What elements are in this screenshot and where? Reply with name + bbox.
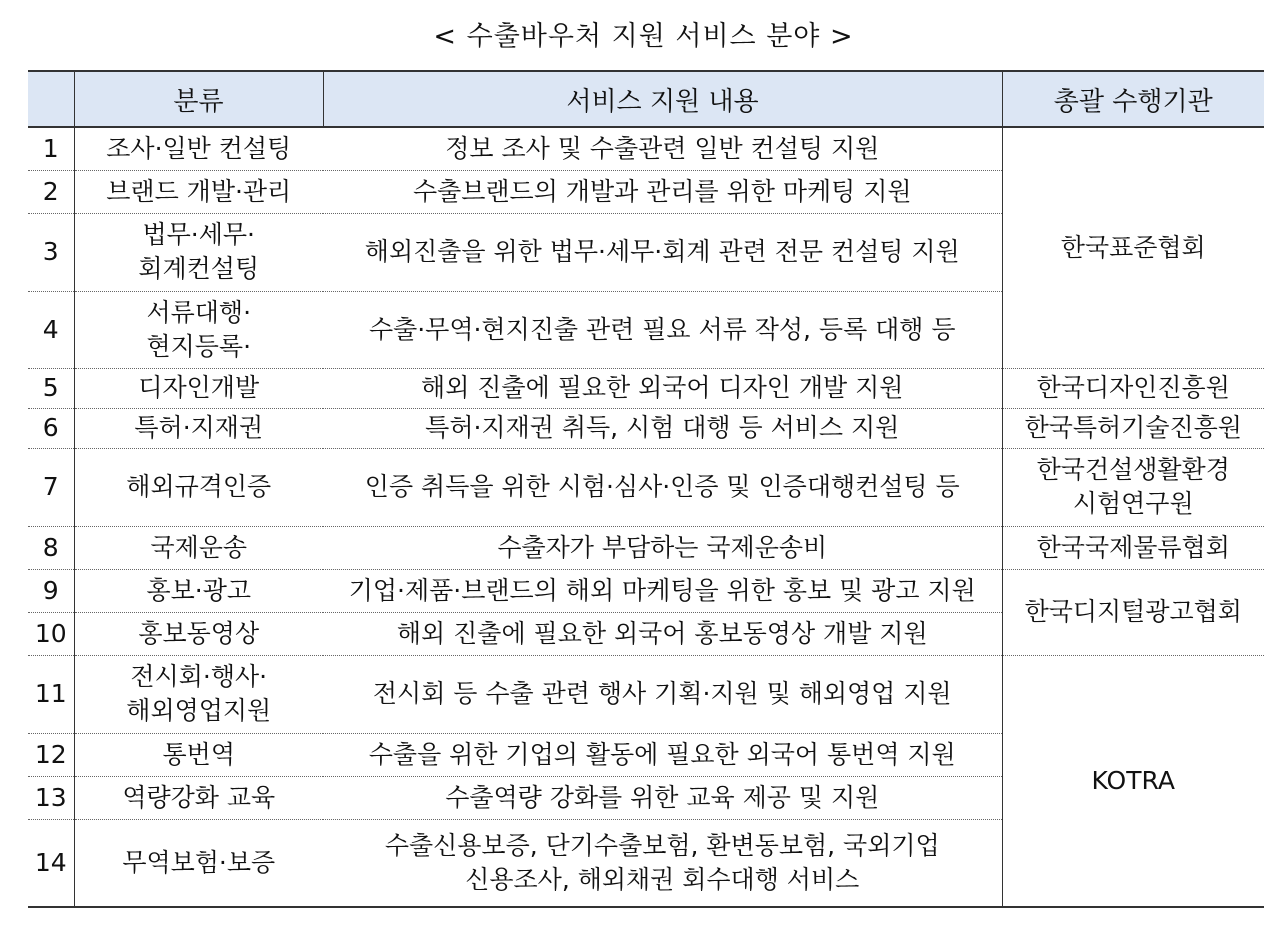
organization-text: 시험연구원 <box>1072 489 1194 518</box>
table-row <box>28 127 1264 170</box>
service-text: 수출을 위한 기업의 활동에 필요한 외국어 통번역 지원 <box>368 739 956 769</box>
row-number: 5 <box>28 368 74 408</box>
service-cell <box>323 776 1002 819</box>
service-cell <box>323 655 1002 733</box>
category-text: 역량강화 교육 <box>122 782 276 812</box>
service-cell <box>323 170 1002 213</box>
organization-cell <box>1002 569 1264 655</box>
organization-text: 한국디자인진흥원 <box>1036 373 1230 402</box>
organization-text: 한국특허기술진흥원 <box>1024 413 1242 442</box>
service-cell <box>323 819 1002 907</box>
row-number: 3 <box>28 213 74 291</box>
service-text: 정보 조사 및 수출관련 일반 컨설팅 지원 <box>445 133 880 163</box>
table-row <box>28 448 1264 526</box>
service-cell <box>323 408 1002 448</box>
table-row <box>28 408 1264 448</box>
service-text: 전시회 등 수출 관련 행사 기획·지원 및 해외영업 지원 <box>372 679 952 708</box>
category-text: 해외규격인증 <box>126 472 272 501</box>
row-number: 14 <box>28 819 74 907</box>
service-cell <box>323 733 1002 776</box>
service-text: 해외 진출에 필요한 외국어 홍보동영상 개발 지원 <box>396 618 928 648</box>
service-cell <box>323 569 1002 612</box>
service-cell <box>323 612 1002 655</box>
row-number: 12 <box>28 733 74 776</box>
category-text: 무역보험·보증 <box>122 847 276 877</box>
organization-text: 한국국제물류협회 <box>1036 532 1230 562</box>
row-number: 7 <box>28 448 74 526</box>
organization-cell <box>1002 655 1264 907</box>
row-number: 10 <box>28 612 74 655</box>
category-text: 디자인개발 <box>138 373 260 402</box>
category-text: 해외영업지원 <box>126 696 272 725</box>
header-organization: 총괄 수행기관 <box>1002 71 1264 127</box>
category-text: 브랜드 개발·관리 <box>106 176 292 206</box>
service-table <box>28 70 1264 908</box>
service-cell <box>323 213 1002 291</box>
service-text: 신용조사, 해외채권 회수대행 서비스 <box>465 864 860 894</box>
row-number: 9 <box>28 569 74 612</box>
category-text: 국제운송 <box>150 532 248 562</box>
category-text: 회계컨설팅 <box>138 254 260 283</box>
header-number <box>28 71 74 127</box>
row-number: 6 <box>28 408 74 448</box>
service-cell <box>323 448 1002 526</box>
category-cell <box>74 526 323 569</box>
category-cell <box>74 213 323 291</box>
category-cell <box>74 408 323 448</box>
organization-text: 한국건설생활환경 <box>1036 455 1230 484</box>
organization-cell <box>1002 448 1264 526</box>
service-text: 수출·무역·현지진출 관련 필요 서류 작성, 등록 대행 등 <box>368 314 956 344</box>
category-cell <box>74 448 323 526</box>
row-number: 11 <box>28 655 74 733</box>
category-cell <box>74 291 323 368</box>
service-text: 해외진출을 위한 법무·세무·회계 관련 전문 컨설팅 지원 <box>364 237 960 266</box>
organization-text: 한국표준협회 <box>1060 232 1206 262</box>
category-text: 통번역 <box>162 739 235 769</box>
category-cell <box>74 170 323 213</box>
category-cell <box>74 655 323 733</box>
service-text: 수출브랜드의 개발과 관리를 위한 마케팅 지원 <box>412 176 912 206</box>
row-number: 2 <box>28 170 74 213</box>
category-cell <box>74 569 323 612</box>
header-category: 분류 <box>74 71 323 127</box>
category-cell <box>74 127 323 170</box>
category-cell <box>74 776 323 819</box>
service-text: 기업·제품·브랜드의 해외 마케팅을 위한 홍보 및 광고 지원 <box>348 575 976 605</box>
category-text: 서류대행· <box>146 297 252 327</box>
organization-cell <box>1002 127 1264 368</box>
service-text: 수출역량 강화를 위한 교육 제공 및 지원 <box>445 782 880 812</box>
page-title: < 수출바우처 지원 서비스 분야 > <box>433 21 854 52</box>
category-cell <box>74 368 323 408</box>
category-cell <box>74 733 323 776</box>
service-cell <box>323 291 1002 368</box>
category-text: 법무·세무· <box>142 220 255 249</box>
table-row <box>28 655 1264 733</box>
service-text: 해외 진출에 필요한 외국어 디자인 개발 지원 <box>421 373 904 402</box>
organization-text: 한국디지털광고협회 <box>1024 597 1242 626</box>
table-row <box>28 569 1264 612</box>
organization-text: KOTRA <box>1091 765 1175 795</box>
category-text: 홍보·광고 <box>146 575 252 605</box>
service-cell <box>323 127 1002 170</box>
organization-cell <box>1002 408 1264 448</box>
service-text: 수출신용보증, 단기수출보험, 환변동보험, 국외기업 <box>384 830 940 860</box>
service-cell <box>323 526 1002 569</box>
category-text: 홍보동영상 <box>138 618 260 648</box>
row-number: 1 <box>28 127 74 170</box>
category-text: 전시회·행사· <box>130 662 268 691</box>
table-row <box>28 526 1264 569</box>
category-text: 현지등록· <box>146 331 252 361</box>
service-text: 수출자가 부담하는 국제운송비 <box>497 532 828 562</box>
category-cell <box>74 819 323 907</box>
category-text: 조사·일반 컨설팅 <box>106 133 292 163</box>
organization-cell <box>1002 368 1264 408</box>
row-number: 8 <box>28 526 74 569</box>
row-number: 13 <box>28 776 74 819</box>
organization-cell <box>1002 526 1264 569</box>
category-text: 특허·지재권 <box>134 413 264 442</box>
table-header-row <box>28 71 1264 127</box>
service-text: 특허·지재권 취득, 시험 대행 등 서비스 지원 <box>425 413 900 442</box>
category-cell <box>74 612 323 655</box>
service-text: 인증 취득을 위한 시험·심사·인증 및 인증대행컨설팅 등 <box>364 472 960 501</box>
row-number: 4 <box>28 291 74 368</box>
header-service: 서비스 지원 내용 <box>323 71 1002 127</box>
service-cell <box>323 368 1002 408</box>
table-row <box>28 368 1264 408</box>
